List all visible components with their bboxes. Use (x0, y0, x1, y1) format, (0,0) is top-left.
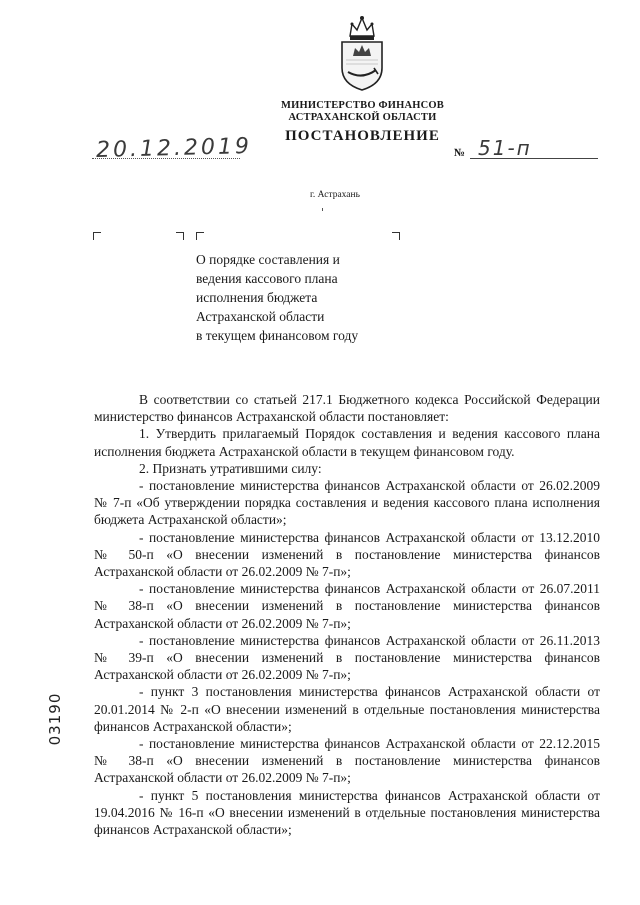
document-body (94, 391, 600, 838)
body-paragraph: - пункт 5 постановления министерства финансов Астраханской области от 19.04.2016 № 16-п «О внесении изменений в отдельные постановления министерства финансов Астраханской области»; (94, 787, 600, 838)
date-underline (92, 158, 240, 159)
title-line: исполнения бюджета (196, 290, 318, 305)
corner-mark-icon (93, 232, 101, 240)
handwritten-date: 20.12.2019 (95, 133, 253, 164)
body-paragraph: - пункт 3 постановления министерства финансов Астраханской области от 20.01.2014 № 2-п «О внесении изменений в отдельные постановления министерства финансов Астраханской области»; (94, 684, 600, 734)
body-paragraph: - постановление министерства финансов Астраханской области от 26.07.2011 № 38-п «О внесении изменений в постановление министерства финансов Астраханской области от 26.02.2009 № 7-п»; (94, 581, 600, 631)
number-label: № (454, 147, 466, 159)
ministry-line-2: АСТРАХАНСКОЙ ОБЛАСТИ (288, 112, 437, 123)
body-paragraph: - постановление министерства финансов Астраханской области от 26.02.2009 № 7-п «Об утверждении порядка составления и ведения кассового плана исполнения бюджета Астраханской области»; (94, 478, 600, 528)
side-number-text: 03190 (46, 692, 64, 746)
handwritten-number: 51-п (478, 136, 532, 160)
title-line: Астраханской области (196, 309, 325, 324)
tick-mark (322, 208, 323, 211)
body-paragraph: - постановление министерства финансов Астраханской области от 13.12.2010 № 50-п «О внесении изменений в постановление министерства финансов Астраханской области от 26.02.2009 № 7-п»; (94, 529, 600, 580)
document-type: ПОСТАНОВЛЕНИЕ (285, 128, 440, 144)
astrakhan-coat-of-arms-icon (336, 14, 388, 92)
corner-mark-icon (196, 232, 204, 240)
body-paragraph: 2. Признать утратившими силу: (139, 460, 322, 476)
side-registration-number (48, 688, 62, 750)
city-name: г. Астрахань (310, 190, 360, 200)
corner-mark-icon (176, 232, 184, 240)
title-line: ведения кассового плана (196, 271, 338, 286)
title-line: в текущем финансовом году (196, 328, 359, 343)
ministry-line-1: МИНИСТЕРСТВО ФИНАНСОВ (281, 100, 444, 111)
corner-mark-icon (392, 232, 400, 240)
ministry-name (240, 100, 485, 124)
body-paragraph: - постановление министерства финансов Астраханской области от 22.12.2015 № 38-п «О внесении изменений в постановление министерства финансов Астраханской области от 26.02.2009 № 7-п»; (94, 736, 600, 786)
body-paragraph: - постановление министерства финансов Астраханской области от 26.11.2013 № 39-п «О внесении изменений в постановление министерства финансов Астраханской области от 26.02.2009 № 7-п»; (94, 632, 600, 683)
body-paragraph: В соответствии со статьей 217.1 Бюджетного кодекса Российской Федерации министерство финансов Астраханской области постановляет: (94, 392, 600, 425)
number-underline (470, 158, 598, 159)
document-title (196, 250, 426, 345)
title-line: О порядке составления и (196, 252, 340, 267)
body-paragraph: 1. Утвердить прилагаемый Порядок составления и ведения кассового плана исполнения бюджета Астраханской области в текущем финансовом году. (94, 426, 600, 459)
